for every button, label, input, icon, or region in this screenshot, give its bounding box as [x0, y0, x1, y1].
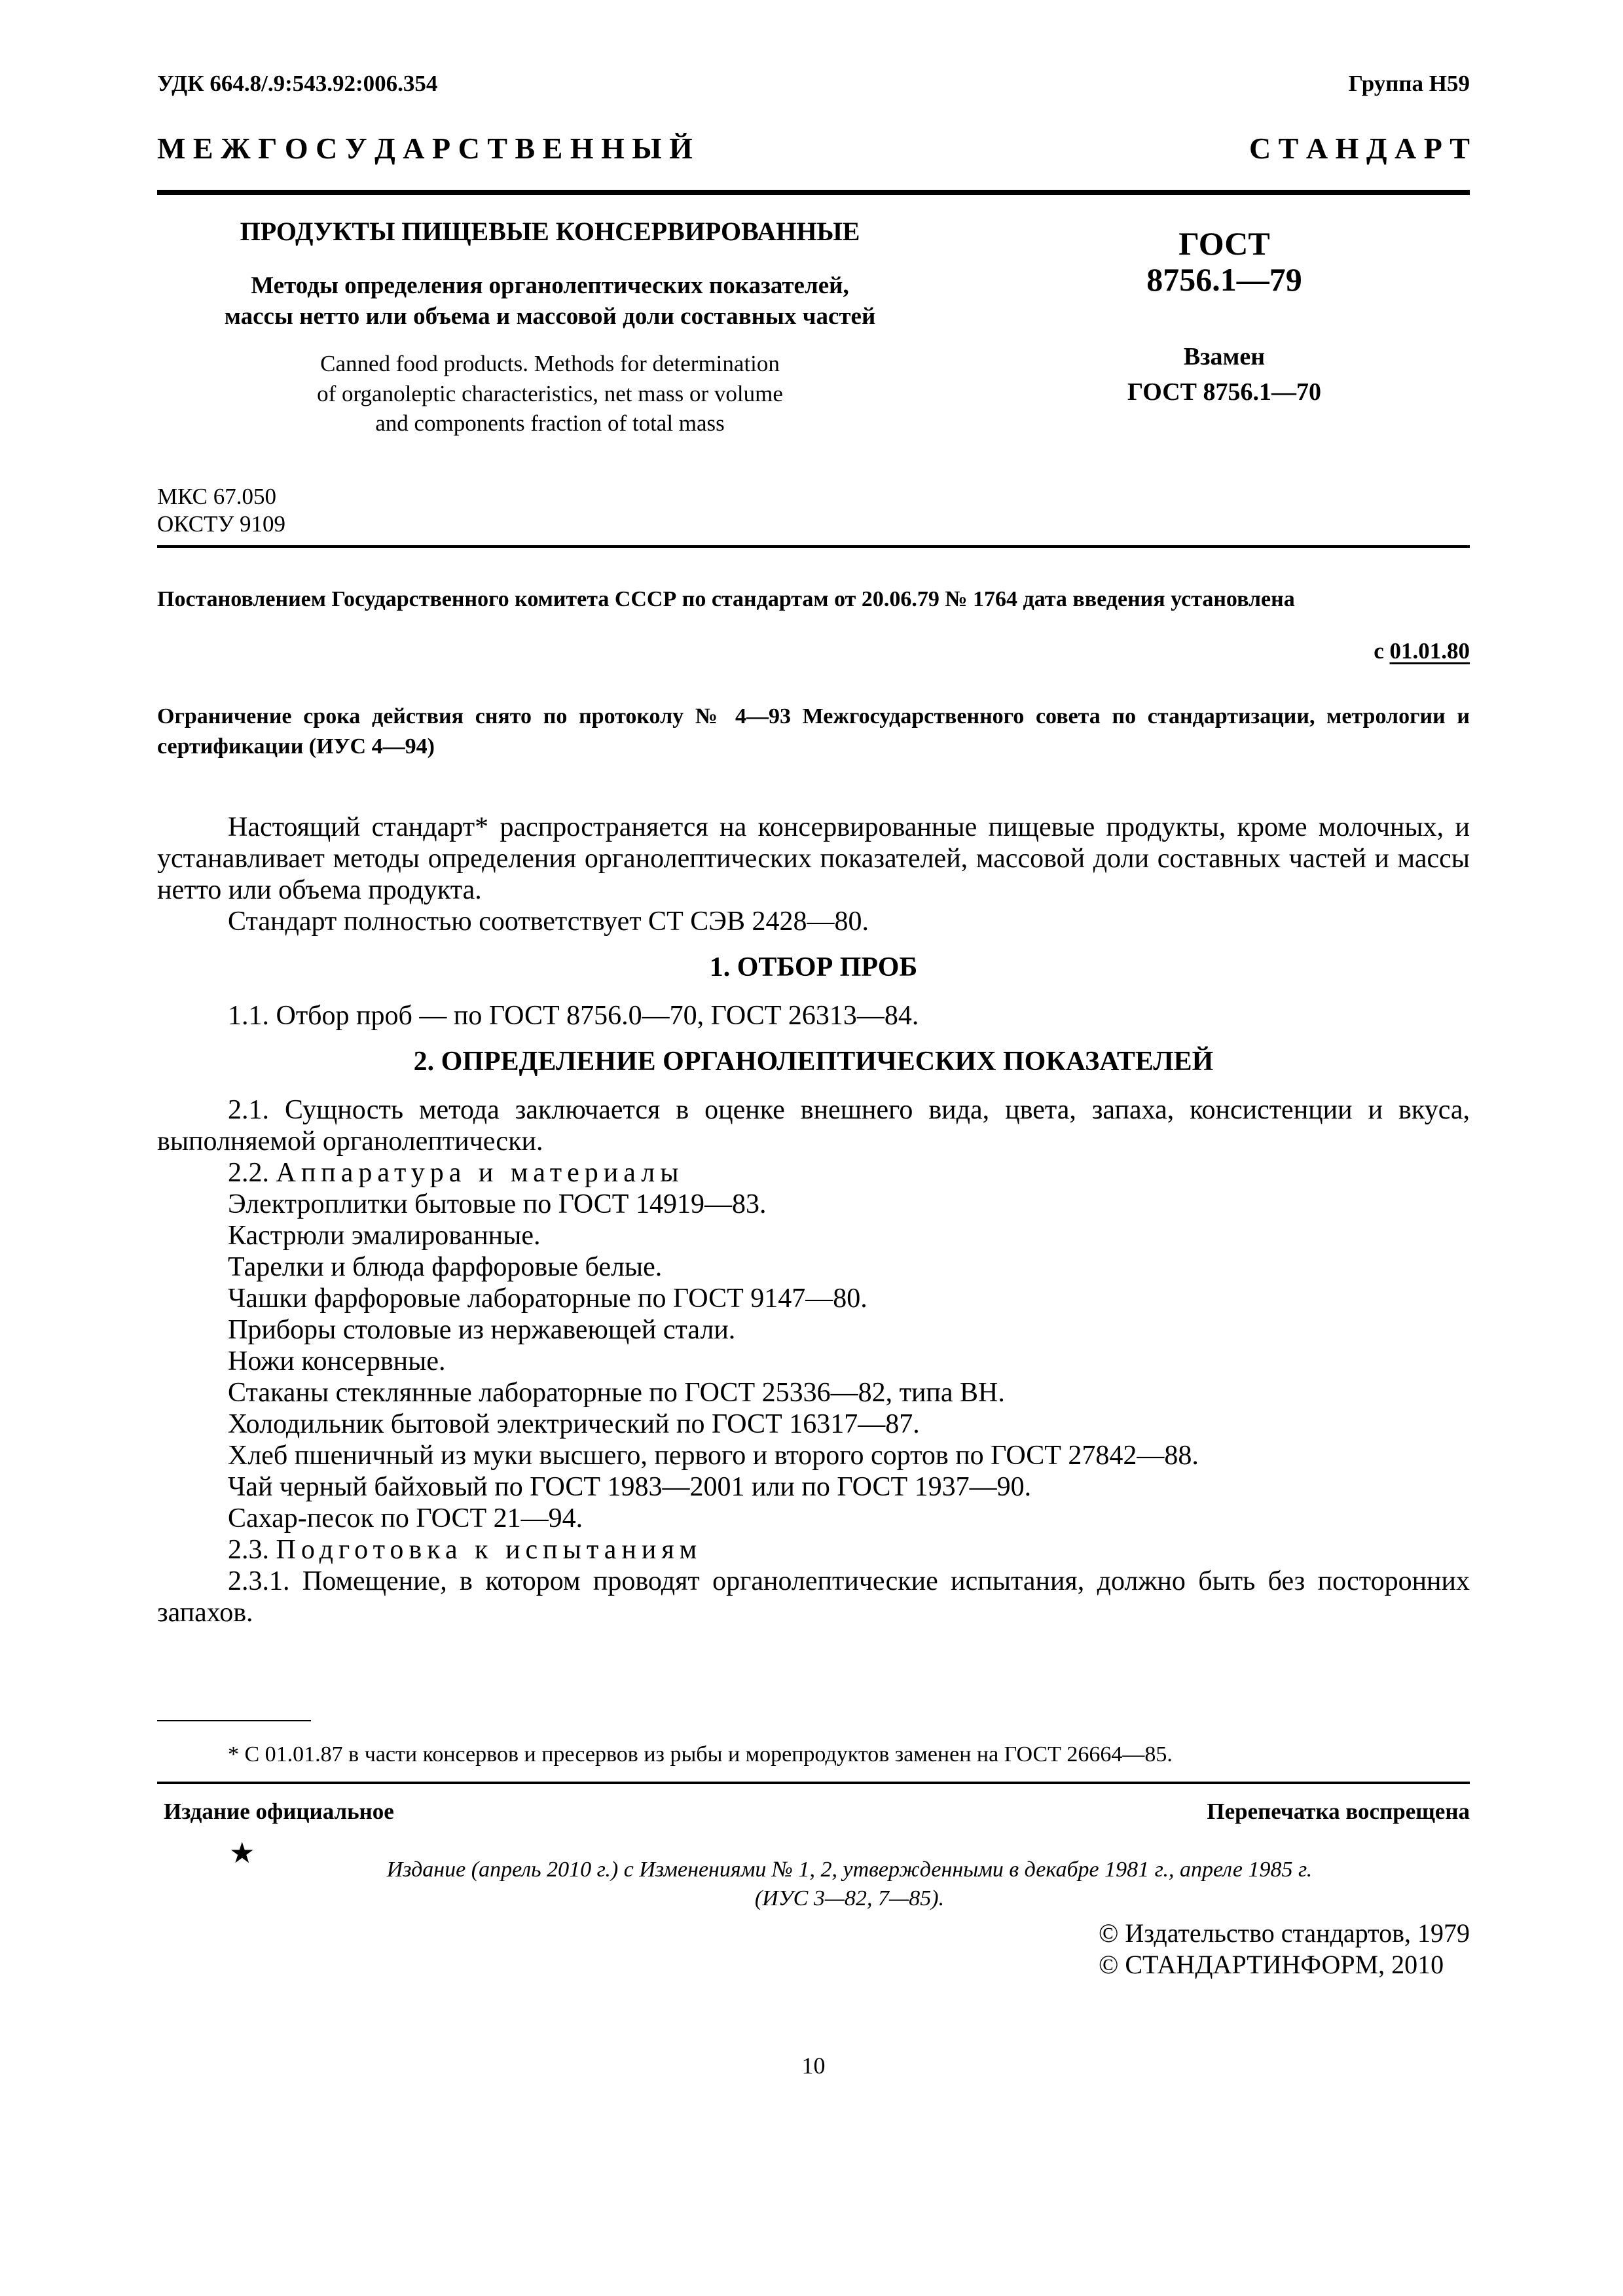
section-2-heading: 2. ОПРЕДЕЛЕНИЕ ОРГАНОЛЕПТИЧЕСКИХ ПОКАЗАТЕЛЕЙ: [413, 1047, 1214, 1077]
decree-text: Постановлением Государственного комитета СССР по стандартам от 20.06.79 № 1764 дата введения установлена: [157, 587, 1295, 611]
gost-number: 8756.1—79: [1146, 261, 1302, 298]
title-block: [157, 216, 943, 439]
equipment-item: Чашки фарфоровые лабораторные по ГОСТ 9147—80.: [228, 1283, 867, 1314]
equipment-item: Стаканы стеклянные лабораторные по ГОСТ 25336—82, типа ВН.: [228, 1378, 1005, 1408]
effective-date-value: 01.01.80: [1389, 638, 1470, 664]
banner-word-interstate: М Е Ж Г О С У Д А Р С Т В Е Н Н Ы Й: [157, 132, 693, 165]
gost-designation: [1061, 226, 1388, 412]
edition-note-line: Издание (апрель 2010 г.) с Изменениями № 1, 2, утвержденными в декабре 1981 г., апреле 1985 г.: [386, 1857, 1313, 1882]
effective-date: [1374, 638, 1470, 664]
title-english-line: Canned food products. Methods for determination: [320, 351, 780, 377]
equipment-item: Ножи консервные.: [228, 1346, 446, 1376]
title-subtitle: [157, 271, 943, 332]
equipment-item: Приборы столовые из нержавеющей стали.: [228, 1315, 736, 1345]
title-english-line: and components fraction of total mass: [375, 410, 725, 437]
group-code: Группа Н59: [1348, 71, 1470, 96]
clause-number: 2.3.: [228, 1535, 276, 1565]
footer-divider: [157, 1782, 1470, 1784]
header-top: [157, 71, 1470, 110]
title-divider: [157, 545, 1470, 548]
effective-date-prefix: с: [1374, 638, 1390, 664]
intro-compliance: Стандарт полностью соответствует СТ СЭВ 2428—80.: [228, 906, 869, 937]
copyright-line: © Издательство стандартов, 1979: [1098, 1918, 1470, 1948]
mks-code: МКС 67.050: [157, 484, 276, 509]
standard-kind-banner: [157, 131, 1470, 183]
clause-2-1: 2.1. Сущность метода заключается в оценке внешнего вида, цвета, запаха, консистенции и вкуса, выполняемой органолептически.: [157, 1095, 1470, 1157]
banner-word-standard: С Т А Н Д А Р Т: [1249, 132, 1470, 165]
clause-1-1: 1.1. Отбор проб — по ГОСТ 8756.0—70, ГОСТ 26313—84.: [228, 1001, 919, 1031]
no-reprint-label: Перепечатка воспрещена: [1207, 1799, 1470, 1824]
clause-2-2: [157, 1157, 1470, 1189]
document-body: [157, 812, 1470, 1628]
footnote: * С 01.01.87 в части консервов и пресервов из рыбы и морепродуктов заменен на ГОСТ 26664—85.: [228, 1742, 1173, 1767]
okstu-code: ОКСТУ 9109: [157, 511, 286, 537]
equipment-item: Хлеб пшеничный из муки высшего, первого и второго сортов по ГОСТ 27842—88.: [228, 1441, 1199, 1471]
intro-paragraph: Настоящий стандарт* распространяется на консервированные пищевые продукты, кроме молочных, и устанавливает методы определения органолептических показателей, массовой доли составных частей и массы нетто или объема продукта.: [157, 812, 1470, 905]
document-page: [157, 0, 1470, 2296]
replaces-label: Взамен: [1183, 343, 1266, 370]
title-subtitle-line: массы нетто или объема и массовой доли составных частей: [224, 302, 876, 330]
title-english-line: of organoleptic characteristics, net mass or volume: [317, 380, 783, 406]
replaces-number: ГОСТ 8756.1—70: [1127, 378, 1322, 406]
gost-label: ГОСТ: [1178, 225, 1270, 262]
title-english: [157, 349, 943, 439]
clause-2-3: [157, 1534, 1470, 1566]
page-number: 10: [801, 2053, 826, 2079]
equipment-item: Холодильник бытовой электрический по ГОСТ 16317—87.: [228, 1409, 920, 1439]
edition-note: [288, 1856, 1411, 1913]
clause-number: 2.2.: [228, 1158, 276, 1188]
title-subtitle-line: Методы определения органолептических показателей,: [251, 272, 849, 299]
header-divider: [157, 190, 1470, 195]
title-main: ПРОДУКТЫ ПИЩЕВЫЕ КОНСЕРВИРОВАННЫЕ: [240, 217, 860, 246]
equipment-item: Кастрюли эмалированные.: [228, 1221, 541, 1251]
copyright-line: © СТАНДАРТИНФОРМ, 2010: [1098, 1950, 1444, 1979]
udk-code: УДК 664.8/.9:543.92:006.354: [157, 71, 438, 96]
star-icon: ★: [229, 1837, 255, 1869]
official-edition-label: Издание официальное: [164, 1799, 394, 1824]
classification-codes: [157, 483, 285, 538]
copyright: [1099, 1918, 1470, 1981]
equipment-item: Сахар-песок по ГОСТ 21—94.: [228, 1503, 583, 1534]
clause-2-3-1: 2.3.1. Помещение, в котором проводят органолептические испытания, должно быть без посторонних запахов.: [157, 1566, 1470, 1628]
limitation-text: Ограничение срока действия снято по протоколу № 4—93 Межгосударственного совета по стандартизации, метрологии и сертификации (ИУС 4—94): [157, 704, 1470, 759]
section-1-heading: 1. ОТБОР ПРОБ: [709, 952, 918, 982]
equipment-item: Чай черный байховый по ГОСТ 1983—2001 или по ГОСТ 1937—90.: [228, 1472, 1032, 1502]
clause-title: Аппаратура и материалы: [276, 1158, 684, 1188]
clause-title: Подготовка к испытаниям: [276, 1535, 702, 1565]
edition-note-line: (ИУС 3—82, 7—85).: [754, 1886, 945, 1911]
equipment-item: Электроплитки бытовые по ГОСТ 14919—83.: [228, 1189, 767, 1219]
equipment-item: Тарелки и блюда фарфоровые белые.: [228, 1252, 663, 1282]
footnote-divider: [157, 1720, 311, 1721]
